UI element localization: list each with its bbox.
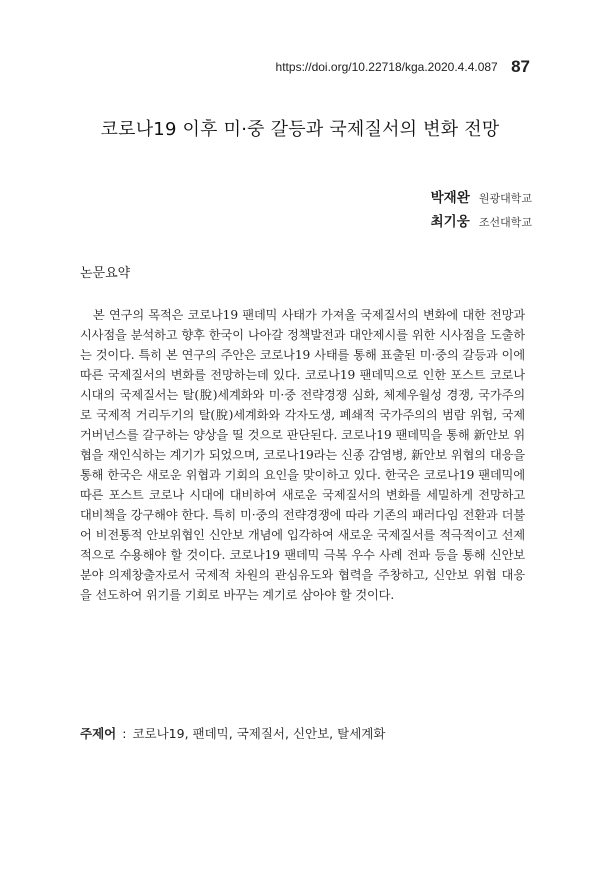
author-affiliation: 원광대학교 [478,192,532,205]
keywords-label: 주제어 [80,726,117,741]
author-list [431,186,532,234]
abstract-heading: 논문요약 [80,266,131,281]
author-entry [431,186,532,210]
keywords-line [80,724,530,742]
paper-title: 코로나19 이후 미·중 갈등과 국제질서의 변화 전망 [100,119,500,140]
author-entry [431,210,532,234]
abstract-body: 본 연구의 목적은 코로나19 팬데믹 사태가 가져올 국제질서의 변화에 대한 전망과 시사점을 분석하고 향후 한국이 나아갈 정책발전과 대안제시를 위한 시사점을 도출하는 것이다. 특히 본 연구의 주안은 코로나19 사태를 통해 표출된 미·중의 갈등과 이에 따른 국제질서의 변화를 전망하는데 있다. 코로나19 팬데믹으로 인한 포스트 코로나 시대의 국제질서는 탈(脫)세계화와 미·중 전략경쟁 심화, 체제우월성 경쟁, 국가주의로 국제적 거리두기의 탈(脫)세계화와 각자도생, 폐쇄적 국가주의의 범람 위험, 국제 거버넌스를 갈구하는 양상을 띨 것으로 판단된다. 코로나19 팬데믹을 통해 新안보 위협을 재인식하는 계기가 되었으며, 코로나19라는 신종 감염병, 新안보 위협의 대응을 통해 한국은 새로운 위협과 기회의 요인을 맞이하고 있다. 한국은 코로나19 팬데믹에 따른 포스트 코로나 시대에 대비하여 새로운 국제질서의 변화를 세밀하게 전망하고 대비책을 강구해야 한다. 특히 미·중의 전략경쟁에 따라 기존의 패러다임 전환과 더불어 비전통적 안보위협인 신안보 개념에 입각하여 새로운 국제질서를 적극적이고 선제적으로 수용해야 할 것이다. 코로나19 팬데믹 극복 우수 사례 전파 등을 통해 신안보 분야 의제창출자로서 국제적 차원의 관심유도와 협력을 주창하고, 신안보 위협 대응을 선도하여 위기를 기회로 바꾸는 계기로 삼아야 할 것이다. [80,308,525,602]
doi-link[interactable]: https://doi.org/10.22718/kga.2020.4.4.087 [275,60,498,74]
page-header [0,57,530,77]
keywords-text: 코로나19, 팬데믹, 국제질서, 신안보, 탈세계화 [132,726,386,741]
author-name: 최기웅 [430,214,470,230]
author-affiliation: 조선대학교 [478,216,532,229]
author-name: 박재완 [430,190,470,206]
keywords-separator: : [122,726,127,741]
page-number: 87 [511,57,530,76]
